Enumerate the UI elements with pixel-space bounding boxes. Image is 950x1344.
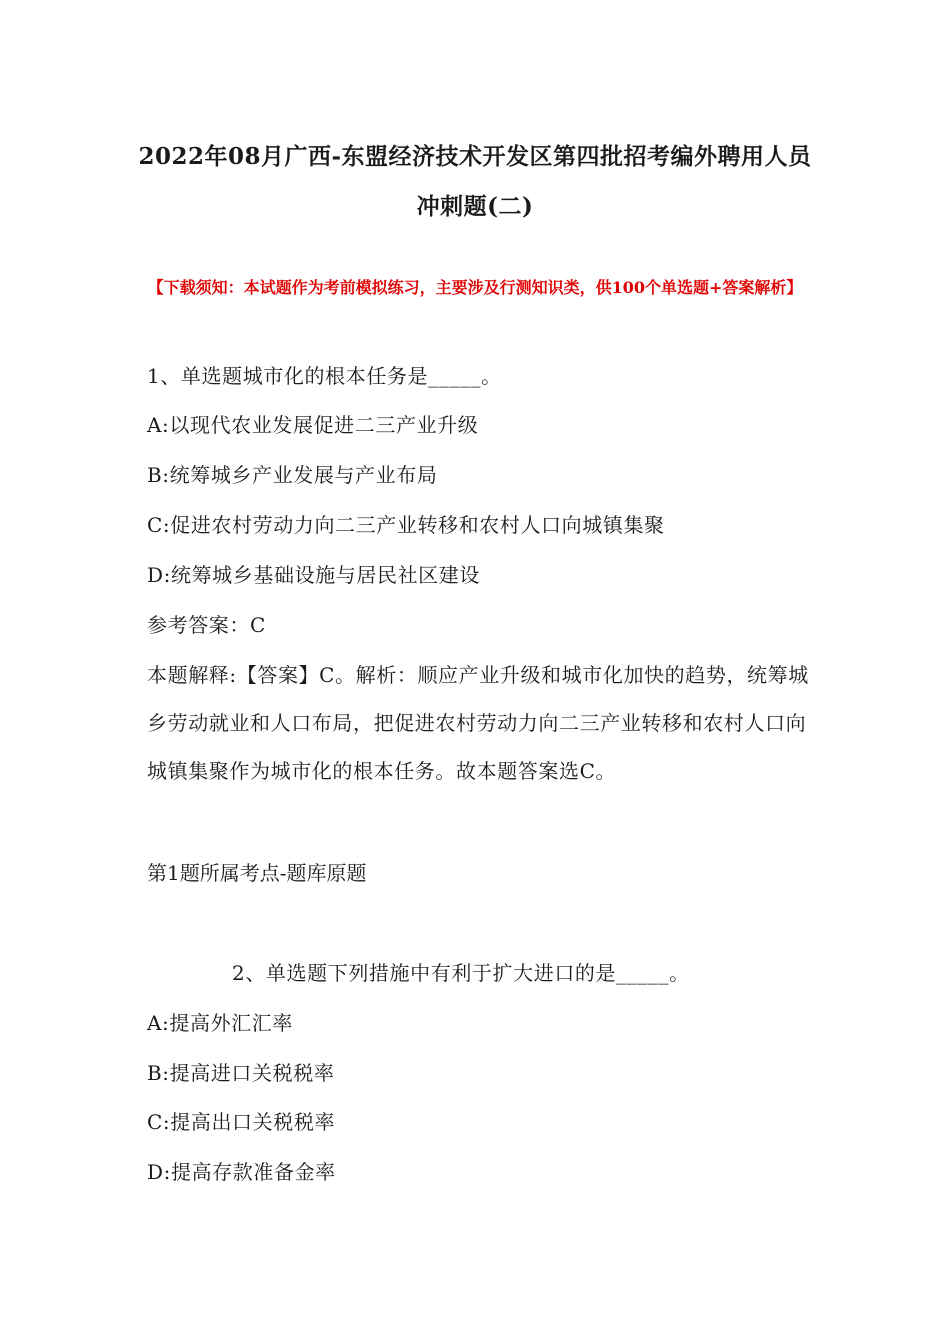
question-1-explanation: 本题解释:【答案】C。解析：顺应产业升级和城市化加快的趋势，统筹城乡劳动就业和人口布局，把促进农村劳动力向二三产业转移和农村人口向城镇集聚作为城市化的根本任务。故本题答案选C。 (147, 663, 809, 783)
document-title: 2022年08月广西-东盟经济技术开发区第四批招考编外聘用人员冲刺题(二) (138, 143, 812, 220)
question-1-option-c: C:促进农村劳动力向二三产业转移和农村人口向城镇集聚 (147, 513, 665, 537)
question-2-option-d: D:提高存款准备金率 (147, 1160, 336, 1184)
question-1-option-b: B:统筹城乡产业发展与产业布局 (147, 463, 438, 487)
question-1-topic: 第1题所属考点-题库原题 (147, 861, 367, 885)
question-2-option-b: B:提高进口关税税率 (147, 1061, 335, 1085)
question-2-option-a: A:提高外汇汇率 (147, 1011, 293, 1035)
download-notice: 【下载须知：本试题作为考前模拟练习，主要涉及行测知识类，供100个单选题+答案解析】 (147, 278, 803, 297)
question-1-option-d: D:统筹城乡基础设施与居民社区建设 (147, 563, 480, 587)
question-2-stem: 2、单选题下列措施中有利于扩大进口的是_____。 (232, 961, 690, 985)
question-1-option-a: A:以现代农业发展促进二三产业升级 (147, 413, 479, 437)
question-1-answer: 参考答案：C (147, 613, 266, 637)
question-2-option-c: C:提高出口关税税率 (147, 1110, 336, 1134)
question-1-stem: 1、单选题城市化的根本任务是_____。 (147, 364, 502, 388)
